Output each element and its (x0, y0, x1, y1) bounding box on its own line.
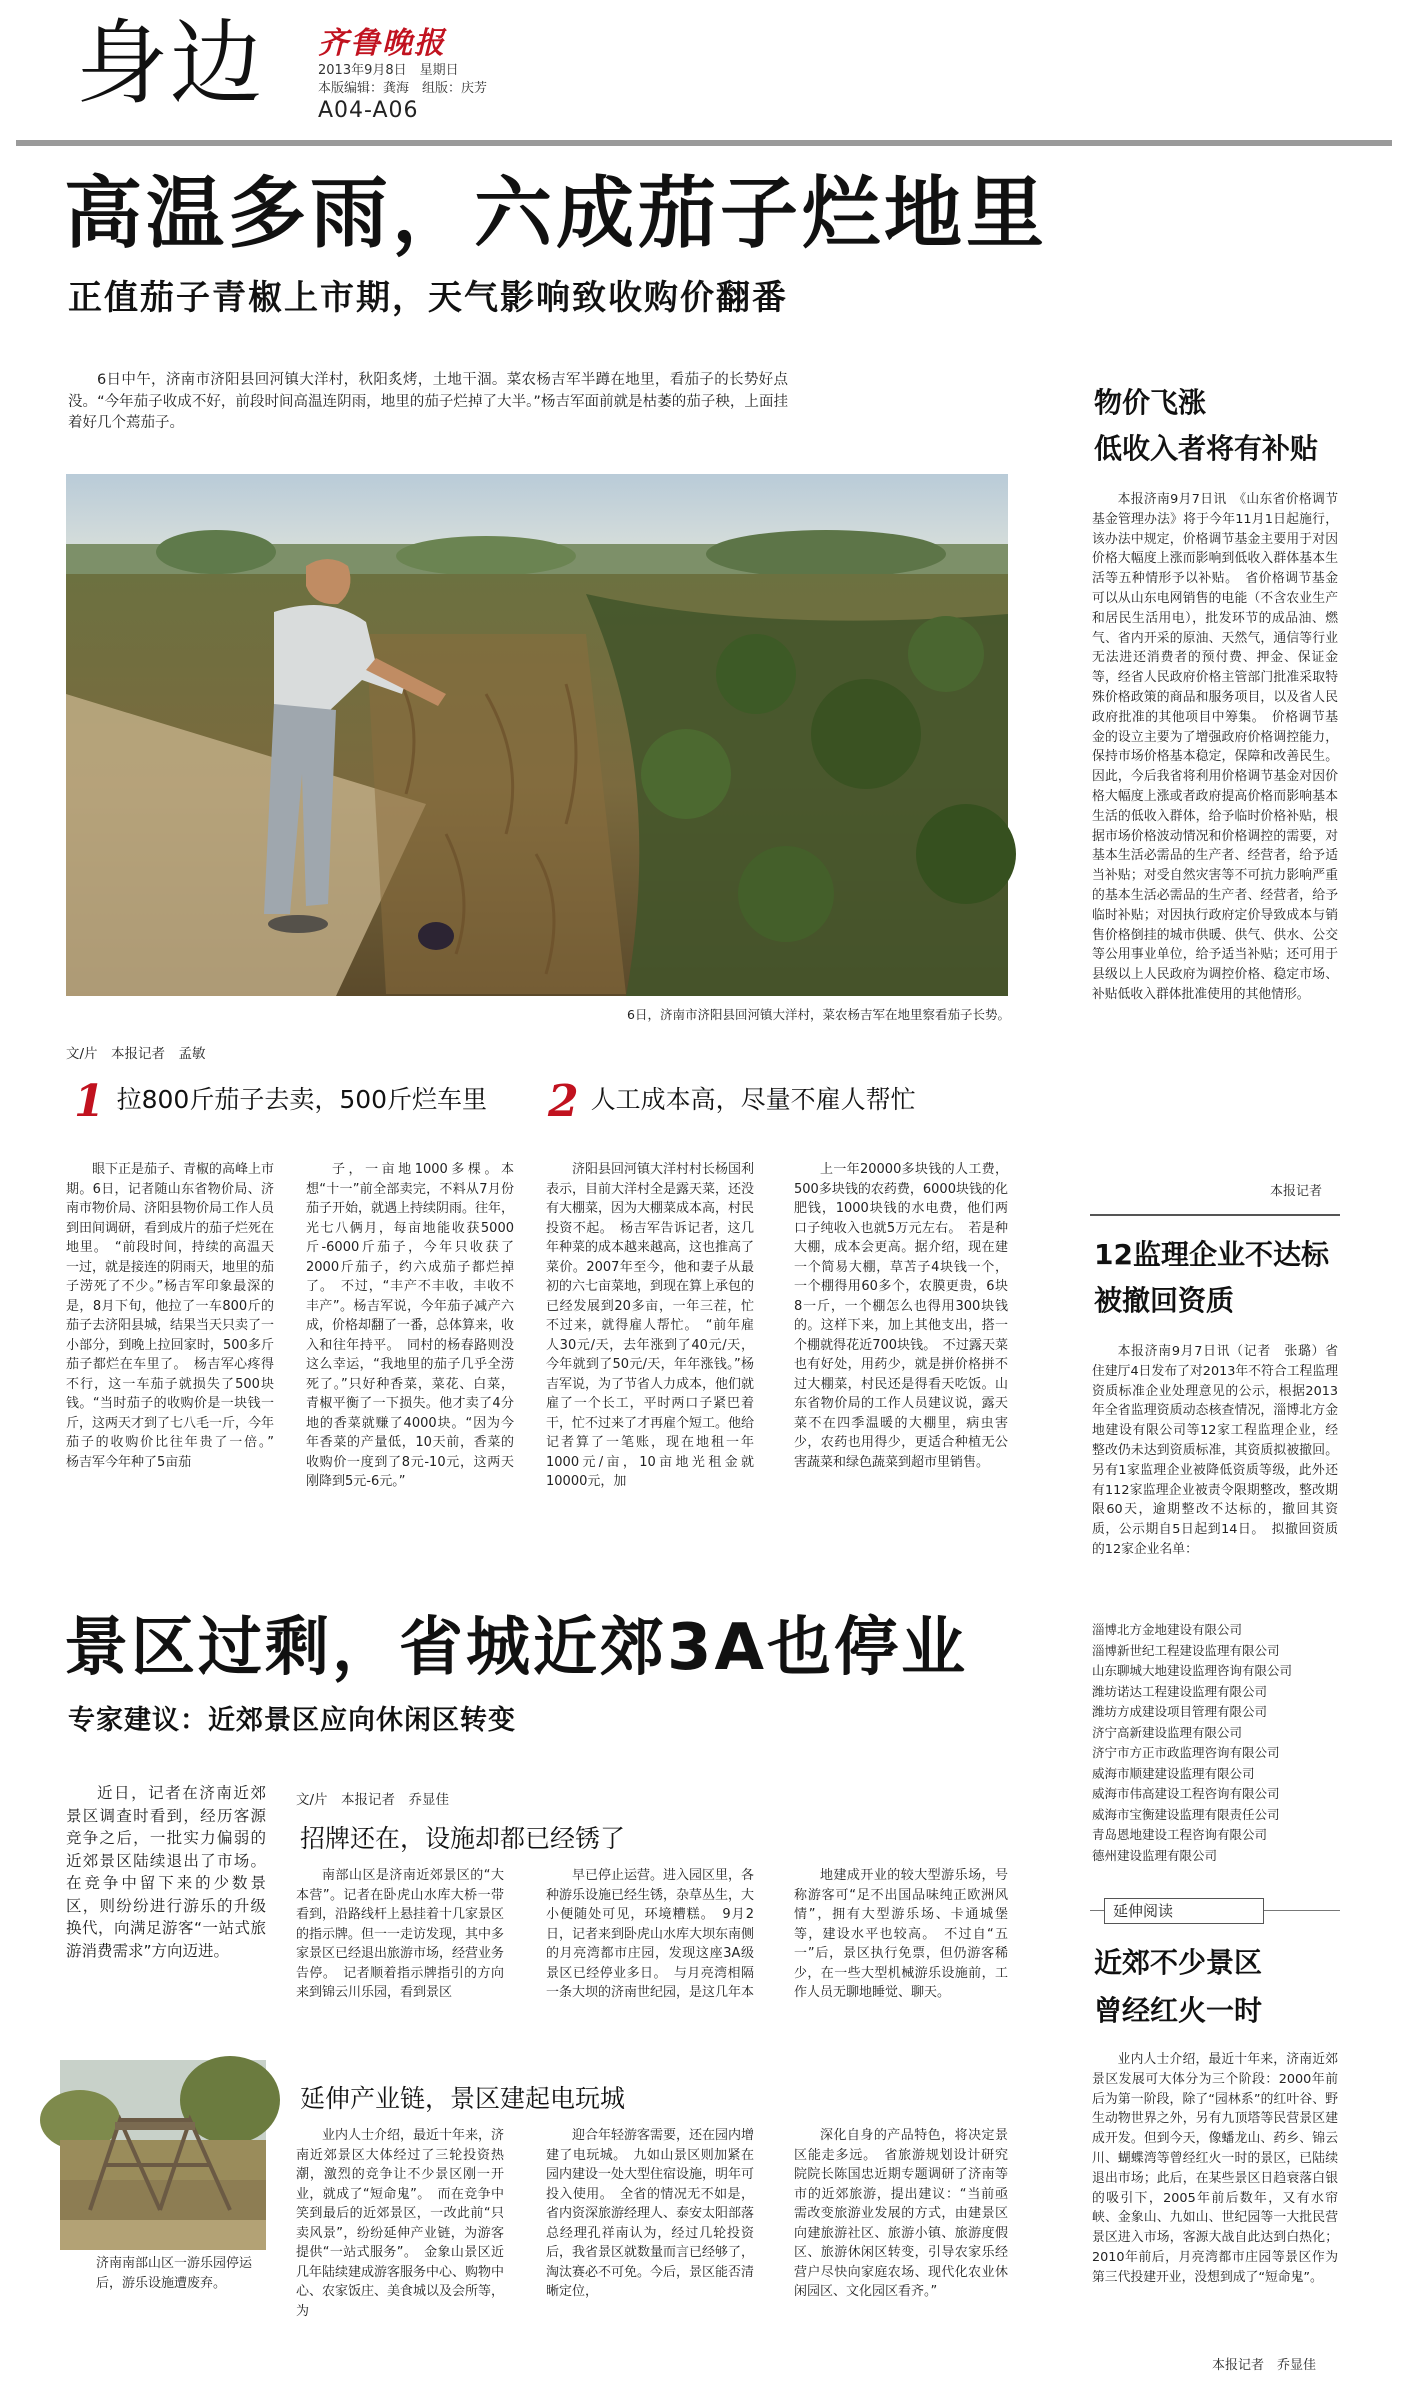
issue-date: 2013年9月8日 星期日 (318, 63, 459, 78)
story2-photo-caption: 济南南部山区一游乐园停运后，游乐设施遭废弃。 (96, 2256, 253, 2291)
abandoned-park-image (60, 2060, 266, 2250)
story1-section1-column1: 眼下正是茄子、青椒的高峰上市期。6日，记者随山东省物价局、济南市物价局、济阳县物价局工作人员到田间调研，看到成片的茄子烂死在地里。 “前段时间，持续的高温天一过，就是接连的阴雨天，地里的茄子涝死了不少。”杨吉军印象最深的是，8月下旬，他拉了一车800斤的茄子去济阳县城，结果当天只卖了一小部分，到晚上拉回家时，500多斤茄子都烂在车里了。 杨吉军心疼得不行，这一车茄子就损失了500块钱。“当时茄子的收购价是一块钱一斤，这两天才到了七八毛一斤，今年茄子的收购价比往年贵了一倍。” 杨吉军今年种了5亩茄 (66, 1162, 288, 1470)
story2-section2-column2: 迎合年轻游客需要，还在园内增建了电玩城。 九如山景区则加紧在园内建设一处大型住宿设施，明年可投入使用。 全省的情况无不如是，省内资深旅游经理人、泰安太阳部落总经理孔祥南认为，经过几轮投资后，我省景区就数量而言已经够了，淘汰赛必不可免。今后，景区能否清晰定位， (546, 2128, 755, 2299)
story2-lead: 近日，记者在济南近郊景区调查时看到，经历客源竞争之后，一批实力偏弱的近郊景区陆续退出了市场。在竞争中留下来的少数景区，则纷纷进行游乐的升级换代，向满足游客“一站式旅游消费需求”方向迈进。 (66, 1784, 266, 1960)
section-title: 人工成本高，尽量不雇人帮忙 (590, 1085, 916, 1114)
sidebar3-title-line1: 近郊不少景区 (1094, 1946, 1263, 1979)
sidebar1-body: 本报济南9月7日讯 《山东省价格调节基金管理办法》将于今年11月1日起施行，该办法中规定，价格调节基金主要用于对因价格大幅度上涨而影响到低收入群体基本生活等五种情形予以补贴。 省价格调节基金可以从山东电网销售的电能（不含农业生产和居民生活用电），批发环节的成品油、燃气、省内开采的原油、天然气，通信等行业无法进还消费者的预付费、押金、保证金等，经省人民政府价格主管部门批准采取特殊价格政策的商品和服务项目，以及省人民政府批准的其他项目中筹集。 价格调节基金的设立主要为了增强政府价格调控能力，保持市场价格基本稳定，保障和改善民生。因此，今后我省将利用价格调节基金对因价格大幅度上涨或者政府提高价格而影响基本生活的低收入群体，给予临时价格补贴，根据市场价格波动情况和价格调控的需要，对基本生活必需品的生产者、经营者，给予适当补贴；对受自然灾害等不可抗力影响严重的基本生活必需品的生产者、经营者，给予临时补贴；对因执行政府定价导致成本与销售价格倒挂的城市供暖、供气、供水、公交等公用事业单位，给予适当补贴；还可用于县级以上人民政府为调控价格、稳定市场、补贴低收入群体批准使用的其他情形。 (1092, 492, 1338, 1002)
sidebar3-credit: 本报记者 乔显佳 (1212, 2358, 1317, 2373)
sidebar1-credit: 本报记者 (1270, 1184, 1323, 1199)
story2-byline: 文/片 本报记者 乔显佳 (296, 1792, 450, 1808)
extended-reading-label: 延伸阅读 (1104, 1898, 1264, 1924)
story1-byline: 文/片 本报记者 孟敏 (66, 1046, 206, 1062)
sidebar1-title-line1: 物价飞涨 (1094, 386, 1207, 419)
masthead-divider (16, 140, 1392, 146)
story2-section1-column3: 地建成开业的较大型游乐场，号称游客可“足不出国品味纯正欧洲风情”，拥有大型游乐场、卡通城堡等，建设水平也较高。 不过自“五一”后，景区执行免票，但仍游客稀少，在一些大型机械游乐设施前，工作人员无聊地睡觉、聊天。 (794, 1868, 1008, 2000)
sidebar1-title-line2: 低收入者将有补贴 (1094, 432, 1319, 465)
story1-lead: 6日中午，济南市济阳县回河镇大洋村，秋阳炙烤，土地干涸。菜农杨吉军半蹲在地里，看茄子的长势好点没。“今年茄子收成不好，前段时间高温连阴雨，地里的茄子烂掉了大半。”杨吉军面前就是枯萎的茄子秧，上面挂着好几个蔫茄子。 (68, 372, 788, 431)
story1-section2-column1: 济阳县回河镇大洋村村长杨国利表示，目前大洋村全是露天菜，还没有大棚菜，因为大棚菜成本高，村民投资不起。 杨吉军告诉记者，这几年种菜的成本越来越高，这也推高了菜价。2007年至今，他和妻子从最初的六七亩菜地，到现在算上承包的已经发展到20多亩，一年三茬，忙不过来，就得雇人帮忙。 “前年雇人30元/天，去年涨到了40元/天，今年就到了50元/天，年年涨钱。”杨吉军说，为了节省人力成本，他们就雇了一个长工，平时两口子紧巴着干，忙不过来了才再雇个短工。他给记者算了一笔账，现在地租一年1000元/亩，10亩地光租金就10000元，加 (546, 1162, 755, 1489)
list-item: 淄博新世纪工程建设监理有限公司 (1092, 1642, 1280, 1658)
story2-section2-column1: 业内人士介绍，最近十年来，济南近郊景区大体经过了三轮投资热潮，激烈的竞争让不少景区刚一开业，就成了“短命鬼”。 而在竞争中笑到最后的近郊景区，一改此前“只卖风景”，纷纷延伸产业链，为游客提供“一站式服务”。 金象山景区近几年陆续建成游客服务中心、购物中心、农家饭庄、美食城以及会所等，为 (296, 2128, 505, 2319)
list-item: 潍坊诺达工程建设监理有限公司 (1092, 1683, 1268, 1699)
list-item: 德州建设监理有限公司 (1092, 1847, 1218, 1863)
company-list (1092, 1620, 1292, 1866)
sidebar2-title-line2: 被撤回资质 (1094, 1284, 1235, 1317)
editor-credit: 本版编辑：龚海 组版：庆芳 (318, 81, 488, 96)
section-number: 1 (74, 1076, 105, 1127)
story1-section1-column2: 子，一亩地1000多棵。本想“十一”前全部卖完，不料从7月份茄子开始，就遇上持续阴雨。往年，光七八俩月，每亩地能收获5000斤-6000斤茄子，今年只收获了2000斤茄子，约六成茄子都烂掉了。 不过，“丰产不丰收，丰收不丰产”。杨吉军说，今年茄子减产六成，价格却翻了一番，总体算来，收入和往年持平。 同村的杨春路则没这么幸运，“我地里的茄子几乎全涝死了。”只好种香菜，菜花、白菜，青椒平衡了一下损失。他才卖了4分地的香菜就赚了4000块。“因为今年香菜的产量低，10天前，香菜的收购价一度到了8元-10元，这两天刚降到5元-6元。” (306, 1162, 515, 1489)
story1-section2-column2: 上一年20000多块钱的人工费，500多块钱的农药费，6000块钱的化肥钱，1000块钱的水电费，他们两口子纯收入也就5万元左右。 若是种大棚，成本会更高。据介绍，现在建一个简易大棚，草苫子4块钱一个，一个棚得用60多个，农膜更贵，6块8一斤，一个棚怎么也得用300块钱的。这样下来，加上其他支出，搭一个棚就得花近700块钱。 不过露天菜也有好处，用药少，就是拼价格拼不过大棚菜，村民还是得看天吃饭。山东省物价局的工作人员建议说，露天菜不在四季温暖的大棚里，病虫害少，农药也用得少，更适合种植无公害蔬菜和绿色蔬菜到超市里销售。 (794, 1162, 1008, 1470)
section-name: 身边 (76, 10, 265, 117)
list-item: 威海市顺建建设监理有限公司 (1092, 1765, 1255, 1781)
list-item: 威海市伟高建设工程咨询有限公司 (1092, 1786, 1280, 1801)
sidebar3-title-line2: 曾经红火一时 (1094, 1994, 1263, 2027)
list-item: 威海市宝衡建设监理有限责任公司 (1092, 1806, 1280, 1822)
story1-section2-heading (548, 1076, 916, 1127)
story2-headline: 景区过剩，省城近郊3A也停业 (64, 1611, 969, 1685)
list-item: 济宁高新建设监理有限公司 (1092, 1724, 1243, 1740)
story2-section1-column1: 南部山区是济南近郊景区的“大本营”。记者在卧虎山水库大桥一带看到，沿路线杆上悬挂着十几家景区的指示牌。但一一走访发现，其中多家景区已经退出旅游市场，经营业务告停。 记者顺着指示牌指引的方向来到锦云川乐园，看到景区 (296, 1868, 505, 2000)
abandoned-park-photo (60, 2060, 266, 2250)
eggplant-field-photo (66, 474, 1008, 996)
masthead (0, 0, 1409, 150)
section-number: 2 (548, 1076, 579, 1127)
story2-section1-column2: 早已停止运营。进入园区里，各种游乐设施已经生锈，杂草丛生，大小便随处可见，环境糟糕。 9月2日，记者来到卧虎山水库大坝东南侧的月亮湾都市庄园，发现这座3A级景区已经停业多日。 与月亮湾相隔一条大坝的济南世纪园，是这几年本 (546, 1868, 755, 2000)
story2-section1-heading: 招牌还在，设施却都已经锈了 (300, 1824, 626, 1853)
story1-photo-caption: 6日，济南市济阳县回河镇大洋村，菜农杨吉军在地里察看茄子长势。 (627, 1007, 1010, 1022)
list-item: 青岛恩地建设工程咨询有限公司 (1092, 1827, 1268, 1842)
list-item: 济宁市方正市政监理咨询有限公司 (1092, 1745, 1280, 1760)
section-title: 拉800斤茄子去卖，500斤烂车里 (116, 1085, 488, 1114)
story1-headline: 高温多雨，六成茄子烂地里 (64, 169, 1049, 259)
story1-subheadline: 正值茄子青椒上市期，天气影响致收购价翻番 (68, 278, 788, 318)
page-range: A04-A06 (318, 98, 419, 123)
list-item: 淄博北方金地建设有限公司 (1092, 1622, 1243, 1637)
sidebar3-body: 业内人士介绍，最近十年来，济南近郊景区发展可大体分为三个阶段：2000年前后为第一阶段，除了“园林系”的红叶谷、野生动物世界之外，另有九顶塔等民营景区建成开发。但到今天，像蟠龙山、药乡、锦云川、蝴蝶湾等曾经红火一时的景区，已陆续退出市场；此后，在某些景区日趋衰落白银的吸引下，2005年前后数年，又有水帘峡、金象山、九如山、世纪园等一大批民营景区进入市场，客源大战自此达到白热化；2010年前后，月亮湾都市庄园等景区作为第三代投建开业，没想到成了“短命鬼”。 (1092, 2052, 1338, 2285)
eggplant-field-image (66, 474, 1008, 996)
paper-logo: 齐鲁晚报 (318, 26, 446, 61)
list-item: 山东聊城大地建设监理咨询有限公司 (1092, 1663, 1293, 1678)
sidebar-divider (1090, 1214, 1340, 1216)
sidebar2-body: 本报济南9月7日讯（记者 张璐）省住建厅4日发布了对2013年不符合工程监理资质标准企业处理意见的公示，根据2013年全省监理资质动态核查情况，淄博北方金地建设有限公司等12家工程监理企业，经整改仍未达到资质标准，其资质拟被撤回。另有1家监理企业被降低资质等级，此外还有112家监理企业被责令限期整改，整改期限60天，逾期整改不达标的，撤回其资质，公示期自5日起到14日。 拟撤回资质的12家企业名单： (1092, 1344, 1338, 1557)
story1-section1-heading (74, 1076, 488, 1127)
story2-section2-heading: 延伸产业链，景区建起电玩城 (300, 2084, 626, 2113)
story2-section2-column3: 深化自身的产品特色，将决定景区能走多远。 省旅游规划设计研究院院长陈国忠近期专题调研了济南等市的近郊旅游，提出建议：“当前亟需改变旅游业发展的方式，由建景区向建旅游社区、旅游小镇、旅游度假区、旅游休闲区转变，引导农家乐经营户尽快向家庭农场、现代化农业休闲园区、文化园区看齐。” (794, 2128, 1008, 2299)
story2-subheadline: 专家建议：近郊景区应向休闲区转变 (68, 1705, 516, 1736)
list-item: 潍坊方成建设项目管理有限公司 (1092, 1704, 1268, 1719)
sidebar2-title-line1: 12监理企业不达标 (1094, 1238, 1329, 1271)
